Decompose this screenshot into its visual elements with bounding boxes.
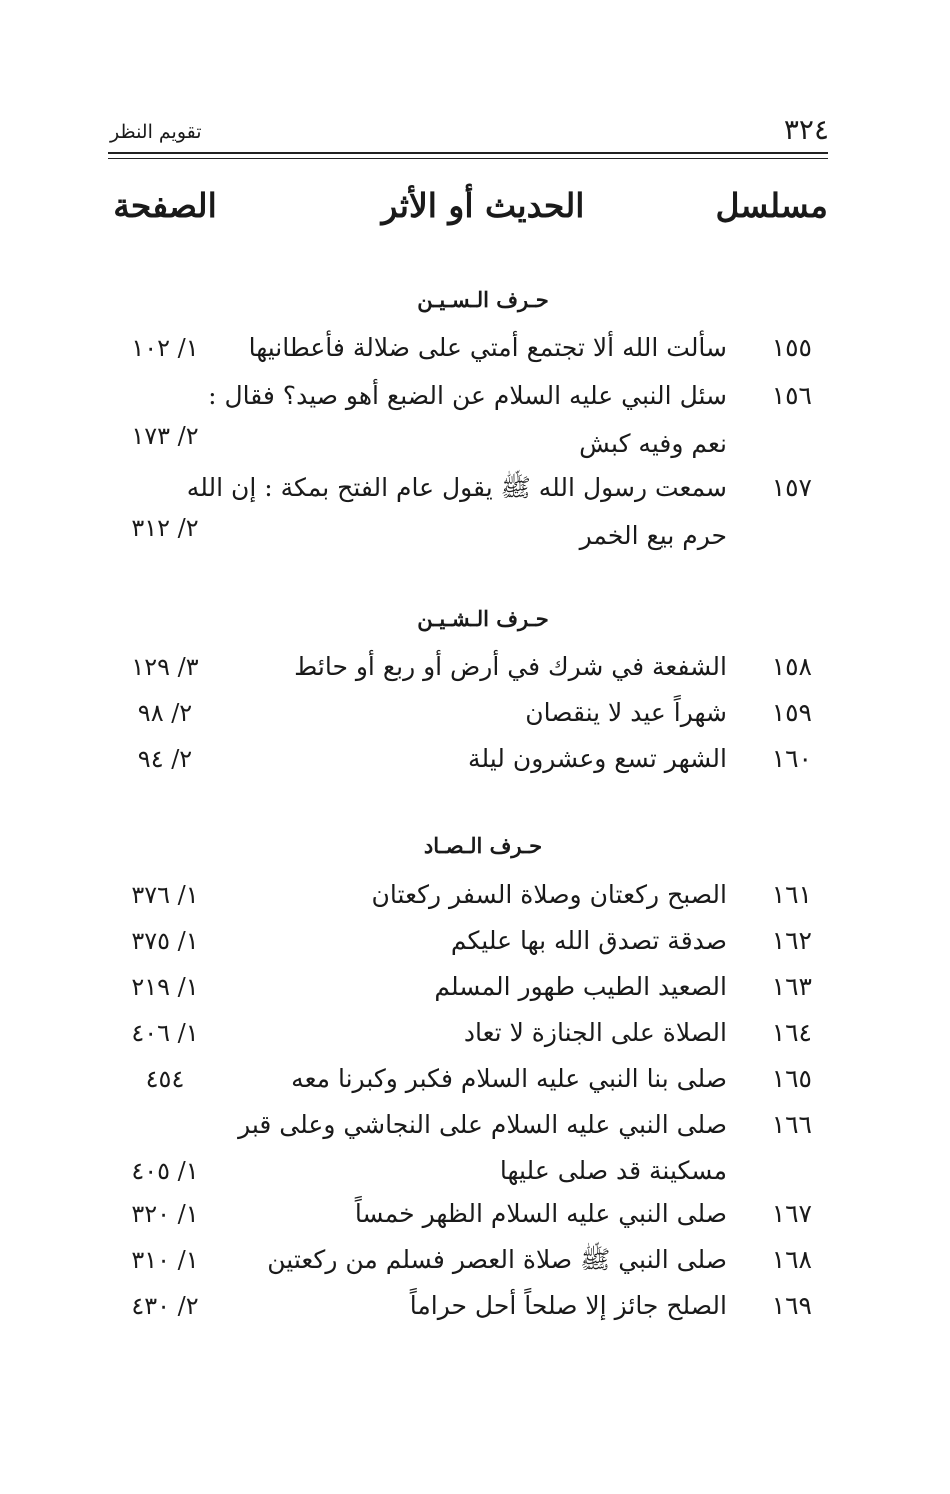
entry-text: صلى النبي عليه السلام الظهر خمساً <box>354 1199 727 1228</box>
index-row <box>0 1281 950 1331</box>
entry-text: نعم وفيه كبش <box>579 429 727 458</box>
entry-number: ١٥٨ <box>771 652 812 681</box>
index-row <box>0 642 950 692</box>
entry-text: الصلاة على الجنازة لا تعاد <box>463 1018 727 1047</box>
header-rule-thin <box>108 158 828 159</box>
entry-text: سمعت رسول الله ﷺ يقول عام الفتح بمكة : إن الله <box>186 473 727 502</box>
entry-page: ٢/ ٩٨ <box>137 699 193 727</box>
index-row <box>0 1235 950 1285</box>
section-title-sheen: حـرف الـشـيـن <box>417 606 549 631</box>
entry-number: ١٦٧ <box>771 1199 812 1228</box>
entry-page: ١/ ٣٧٥ <box>131 927 199 955</box>
page-number: ٣٢٤ <box>783 113 829 146</box>
index-row <box>0 323 950 373</box>
index-row <box>0 1189 950 1239</box>
index-row-page <box>0 411 950 461</box>
index-row <box>0 870 950 920</box>
entry-number: ١٦٣ <box>771 972 812 1001</box>
entry-number: ١٦٨ <box>771 1245 812 1274</box>
entry-number: ١٦٤ <box>771 1018 812 1047</box>
entry-number: ١٥٩ <box>771 698 812 727</box>
section-title-seen: حـرف الـسـيـن <box>417 287 549 312</box>
entry-text: الصلح جائز إلا صلحاً أحل حراماً <box>409 1291 727 1320</box>
entry-number: ١٦٢ <box>771 926 812 955</box>
entry-text: صلى النبي عليه السلام على النجاشي وعلى قبر <box>238 1110 727 1139</box>
entry-text: الصعيد الطيب طهور المسلم <box>434 972 727 1001</box>
entry-page: ١/ ١٠٢ <box>131 334 199 362</box>
index-row-page <box>0 503 950 553</box>
entry-page: ١/ ٤٠٦ <box>131 1019 199 1047</box>
entry-page: ٢/ ٤٣٠ <box>131 1292 199 1320</box>
entry-text: الشهر تسع وعشرون ليلة <box>468 744 727 773</box>
entry-number: ١٦٥ <box>771 1064 812 1093</box>
entry-text: الشفعة في شرك في أرض أو ربع أو حائط <box>294 652 727 681</box>
header-rule-thick <box>108 152 828 154</box>
entry-text: شهراً عيد لا ينقصان <box>525 698 727 727</box>
entry-page: ٤٥٤ <box>145 1065 185 1093</box>
index-row <box>0 688 950 738</box>
entry-page: ٣/ ١٢٩ <box>131 653 199 681</box>
entry-text: مسكينة قد صلى عليها <box>499 1156 727 1185</box>
entry-text: حرم بيع الخمر <box>579 521 727 550</box>
index-row <box>0 1008 950 1058</box>
entry-text: صلى النبي ﷺ صلاة العصر فسلم من ركعتين <box>267 1245 727 1274</box>
entry-number: ١٥٥ <box>771 333 812 362</box>
entry-number: ١٦٩ <box>771 1291 812 1320</box>
entry-page: ١/ ٢١٩ <box>131 973 199 1001</box>
column-header-hadith: الحديث أو الأثر <box>381 186 585 225</box>
entry-page: ١/ ٣١٠ <box>131 1246 199 1274</box>
index-row <box>0 734 950 784</box>
index-row <box>0 1054 950 1104</box>
entry-text: الصبح ركعتان وصلاة السفر ركعتان <box>371 880 727 909</box>
entry-page: ٢/ ٣١٢ <box>131 514 199 542</box>
section-title-saad: حـرف الـصـاد <box>423 833 543 858</box>
entry-text: صدقة تصدق الله بها عليكم <box>450 926 727 955</box>
column-header-page: الصفحة <box>113 186 217 225</box>
entry-page: ١/ ٤٠٥ <box>131 1157 199 1185</box>
entry-number: ١٥٦ <box>771 381 812 410</box>
index-row <box>0 916 950 966</box>
entry-text: سئل النبي عليه السلام عن الضبع أهو صيد؟ فقال : <box>208 381 727 410</box>
running-title: تقويم النظر <box>110 121 202 143</box>
index-row <box>0 962 950 1012</box>
entry-page: ١/ ٣٢٠ <box>131 1200 199 1228</box>
index-row <box>0 1100 950 1150</box>
entry-page: ٢/ ٩٤ <box>137 745 193 773</box>
column-header-serial: مسلسل <box>715 186 828 225</box>
entry-page: ١/ ٣٧٦ <box>131 881 199 909</box>
entry-page: ٢/ ١٧٣ <box>131 422 199 450</box>
entry-number: ١٦١ <box>771 880 812 909</box>
entry-number: ١٦٠ <box>771 744 812 773</box>
entry-text: صلى بنا النبي عليه السلام فكبر وكبرنا معه <box>291 1064 727 1093</box>
entry-number: ١٥٧ <box>771 473 812 502</box>
entry-text: سألت الله ألا تجتمع أمتي على ضلالة فأعطانيها <box>248 333 727 362</box>
entry-number: ١٦٦ <box>771 1110 812 1139</box>
